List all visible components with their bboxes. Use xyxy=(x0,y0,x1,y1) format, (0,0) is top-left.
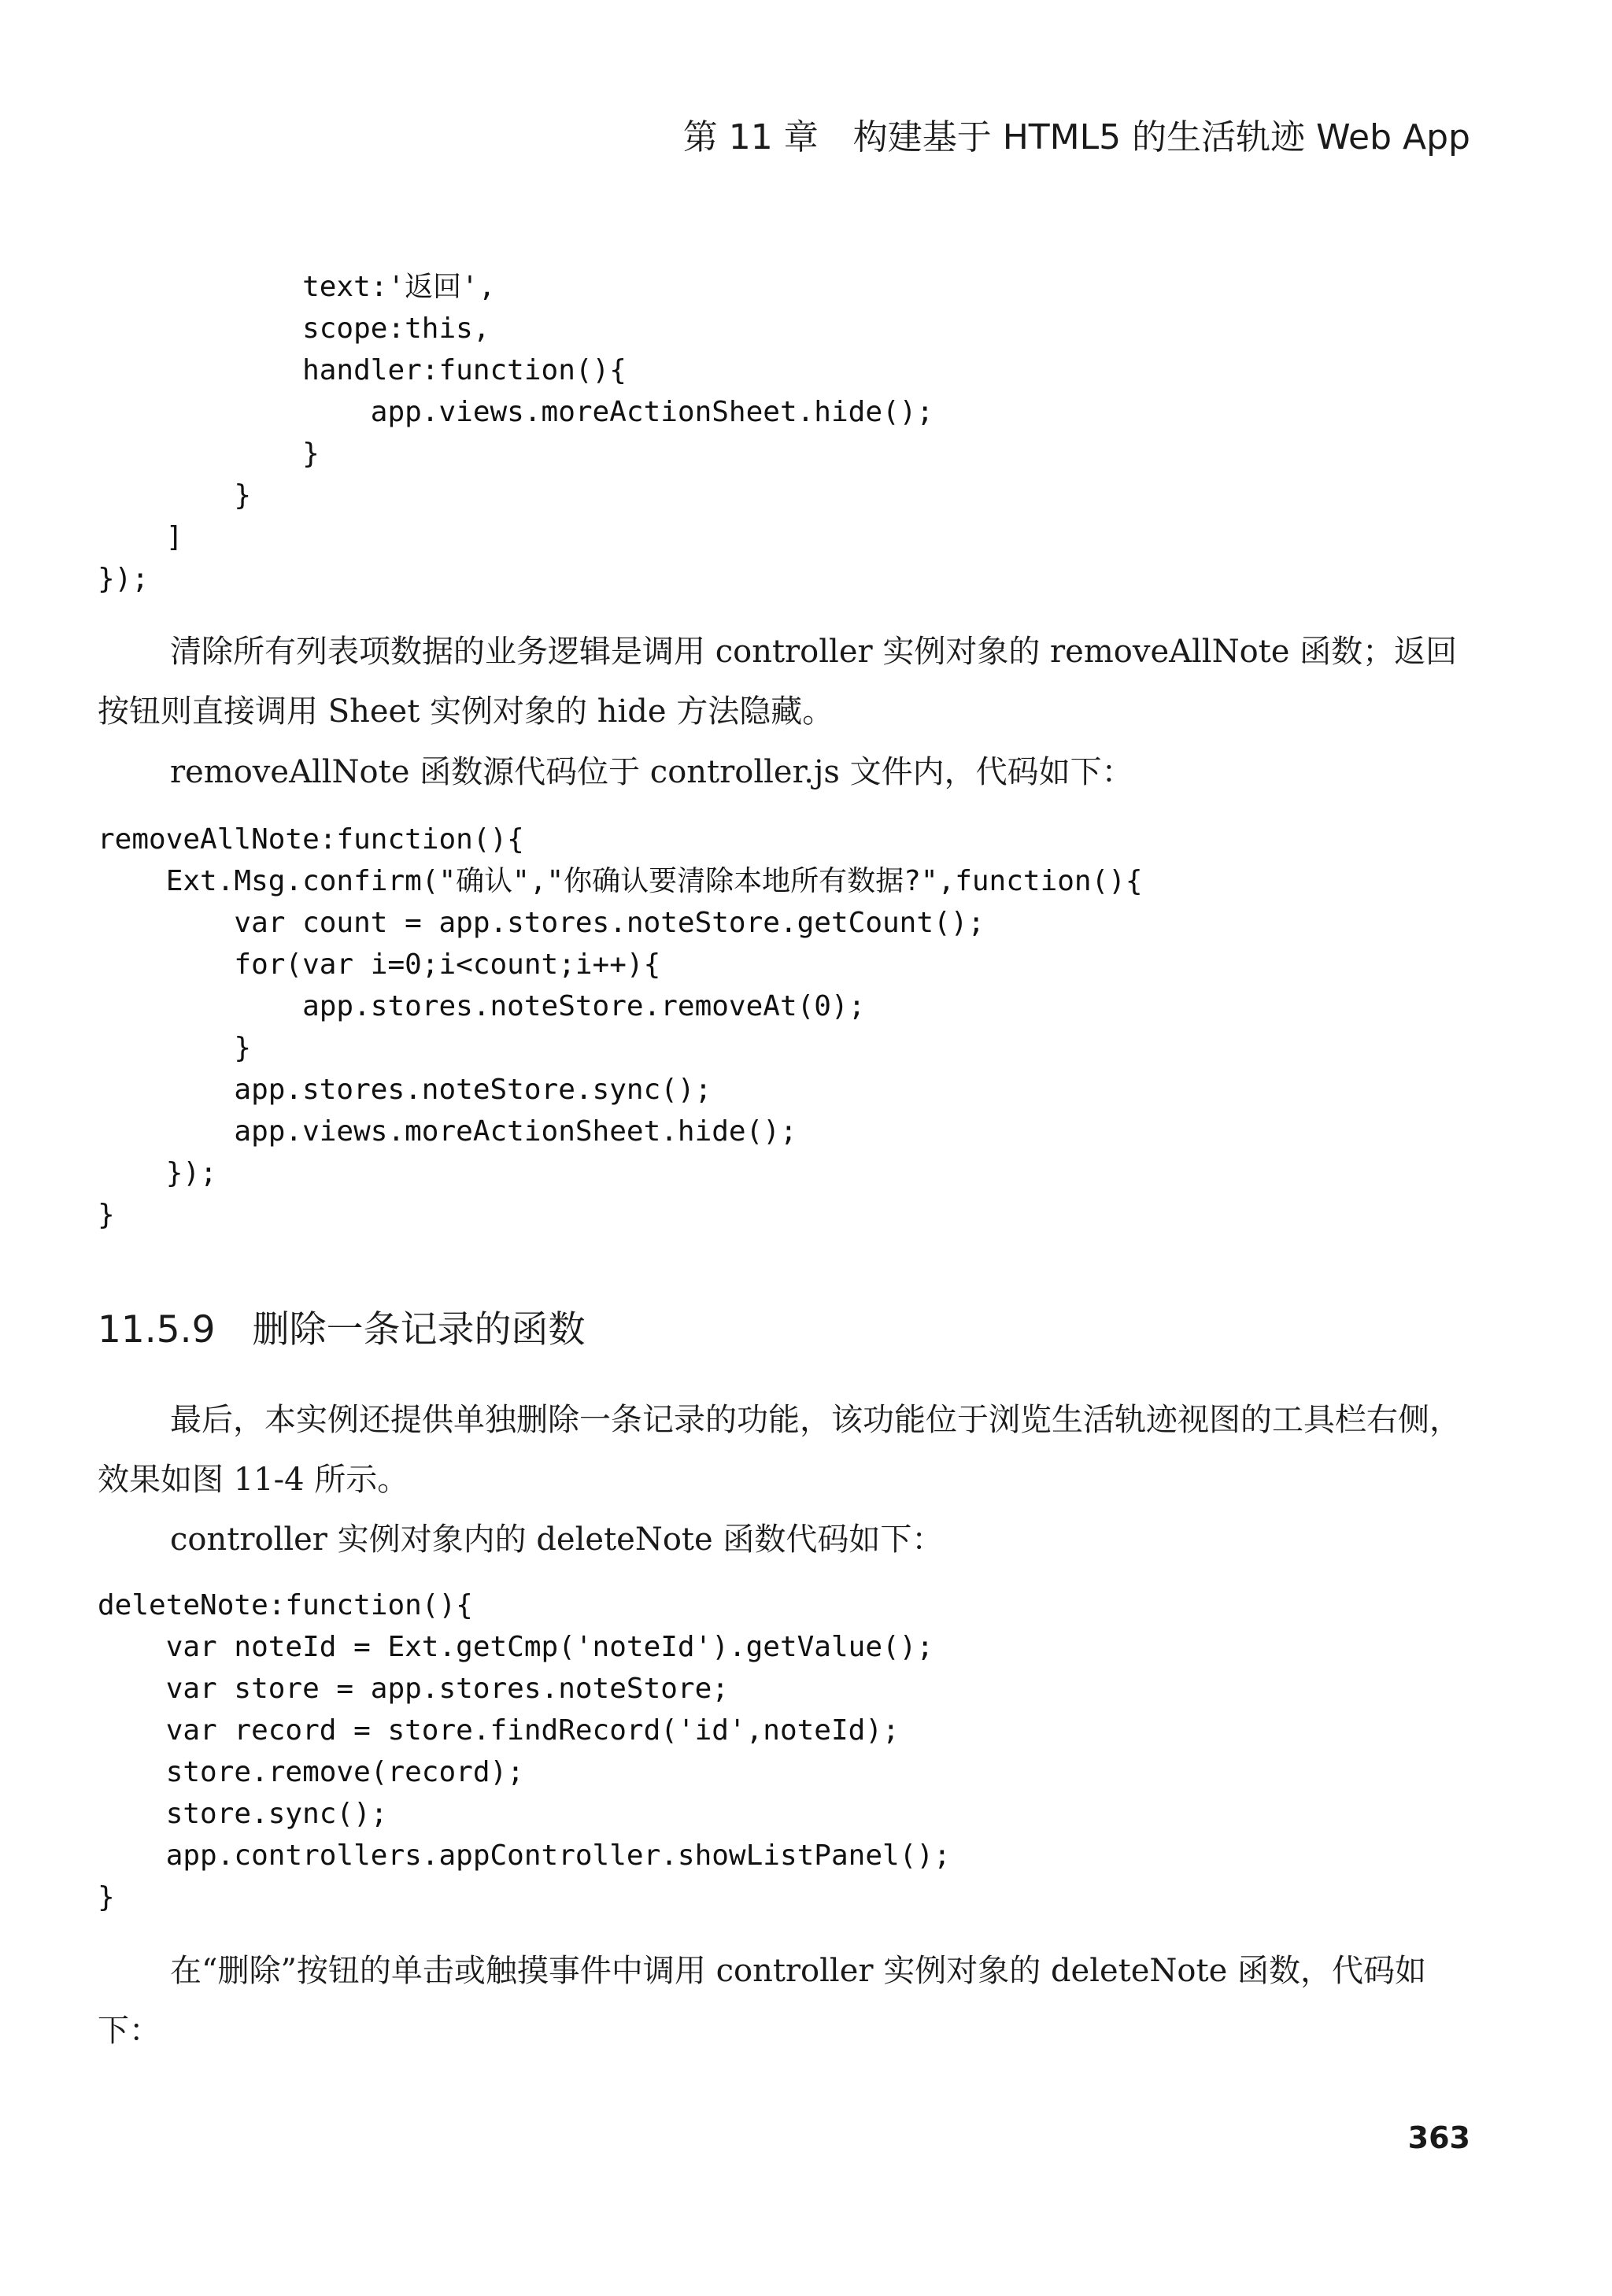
paragraph-remove-all-explanation: 清除所有列表项数据的业务逻辑是调用 controller 实例对象的 removeAllNote 函数；返回按钮则直接调用 Sheet 实例对象的 hide 方法隐藏。 xyxy=(98,634,1458,730)
code-line: } xyxy=(98,438,320,470)
code-line: var store = app.stores.noteStore; xyxy=(98,1673,729,1705)
code-line: store.remove(record); xyxy=(98,1756,524,1788)
paragraph-remove-all-source: removeAllNote 函数源代码位于 controller.js 文件内，代码如下： xyxy=(170,754,1133,790)
code-line: scope:this, xyxy=(98,312,490,345)
code-line: app.views.moreActionSheet.hide(); xyxy=(98,396,934,428)
code-line: ] xyxy=(98,521,183,553)
chapter-header: 第 11 章 构建基于 HTML5 的生活轨迹 Web App xyxy=(682,117,1470,157)
code-line: for(var i=0;i<count;i++){ xyxy=(98,948,661,981)
code-line: app.controllers.appController.showListPanel(); xyxy=(98,1839,951,1872)
code-block-delete-note xyxy=(98,1584,951,1918)
code-block-actionsheet-end xyxy=(98,266,934,600)
code-line: var record = store.findRecord('id',noteId); xyxy=(98,1714,900,1747)
code-line: app.views.moreActionSheet.hide(); xyxy=(98,1115,797,1148)
code-line: } xyxy=(98,1881,115,1913)
page-number: 363 xyxy=(1407,2120,1470,2155)
paragraph-delete-button-call: 在“删除”按钮的单击或触摸事件中调用 controller 实例对象的 deleteNote 函数，代码如下： xyxy=(98,1953,1426,2049)
code-line: Ext.Msg.confirm("确认","你确认要清除本地所有数据?",function(){ xyxy=(98,865,1143,897)
code-line: }); xyxy=(98,563,150,595)
code-line: handler:function(){ xyxy=(98,354,627,386)
code-line: store.sync(); xyxy=(98,1798,388,1830)
code-line: deleteNote:function(){ xyxy=(98,1589,473,1621)
code-line: } xyxy=(98,1032,252,1064)
code-line: removeAllNote:function(){ xyxy=(98,823,524,856)
code-line: } xyxy=(98,1199,115,1231)
code-line: var count = app.stores.noteStore.getCount(); xyxy=(98,907,985,939)
paragraph-delete-feature: 最后，本实例还提供单独删除一条记录的功能，该功能位于浏览生活轨迹视图的工具栏右侧，效果如图 11-4 所示。 xyxy=(98,1402,1461,1498)
code-line: } xyxy=(98,479,252,512)
section-heading: 11.5.9 删除一条记录的函数 xyxy=(98,1308,586,1351)
code-line: app.stores.noteStore.removeAt(0); xyxy=(98,990,866,1022)
code-line: text:'返回', xyxy=(98,271,496,303)
code-line: }); xyxy=(98,1157,217,1189)
code-line: app.stores.noteStore.sync(); xyxy=(98,1074,712,1106)
code-line: var noteId = Ext.getCmp('noteId').getValue(); xyxy=(98,1631,934,1663)
paragraph-delete-note-intro: controller 实例对象内的 deleteNote 函数代码如下： xyxy=(170,1521,944,1558)
code-block-remove-all-note xyxy=(98,819,1143,1236)
